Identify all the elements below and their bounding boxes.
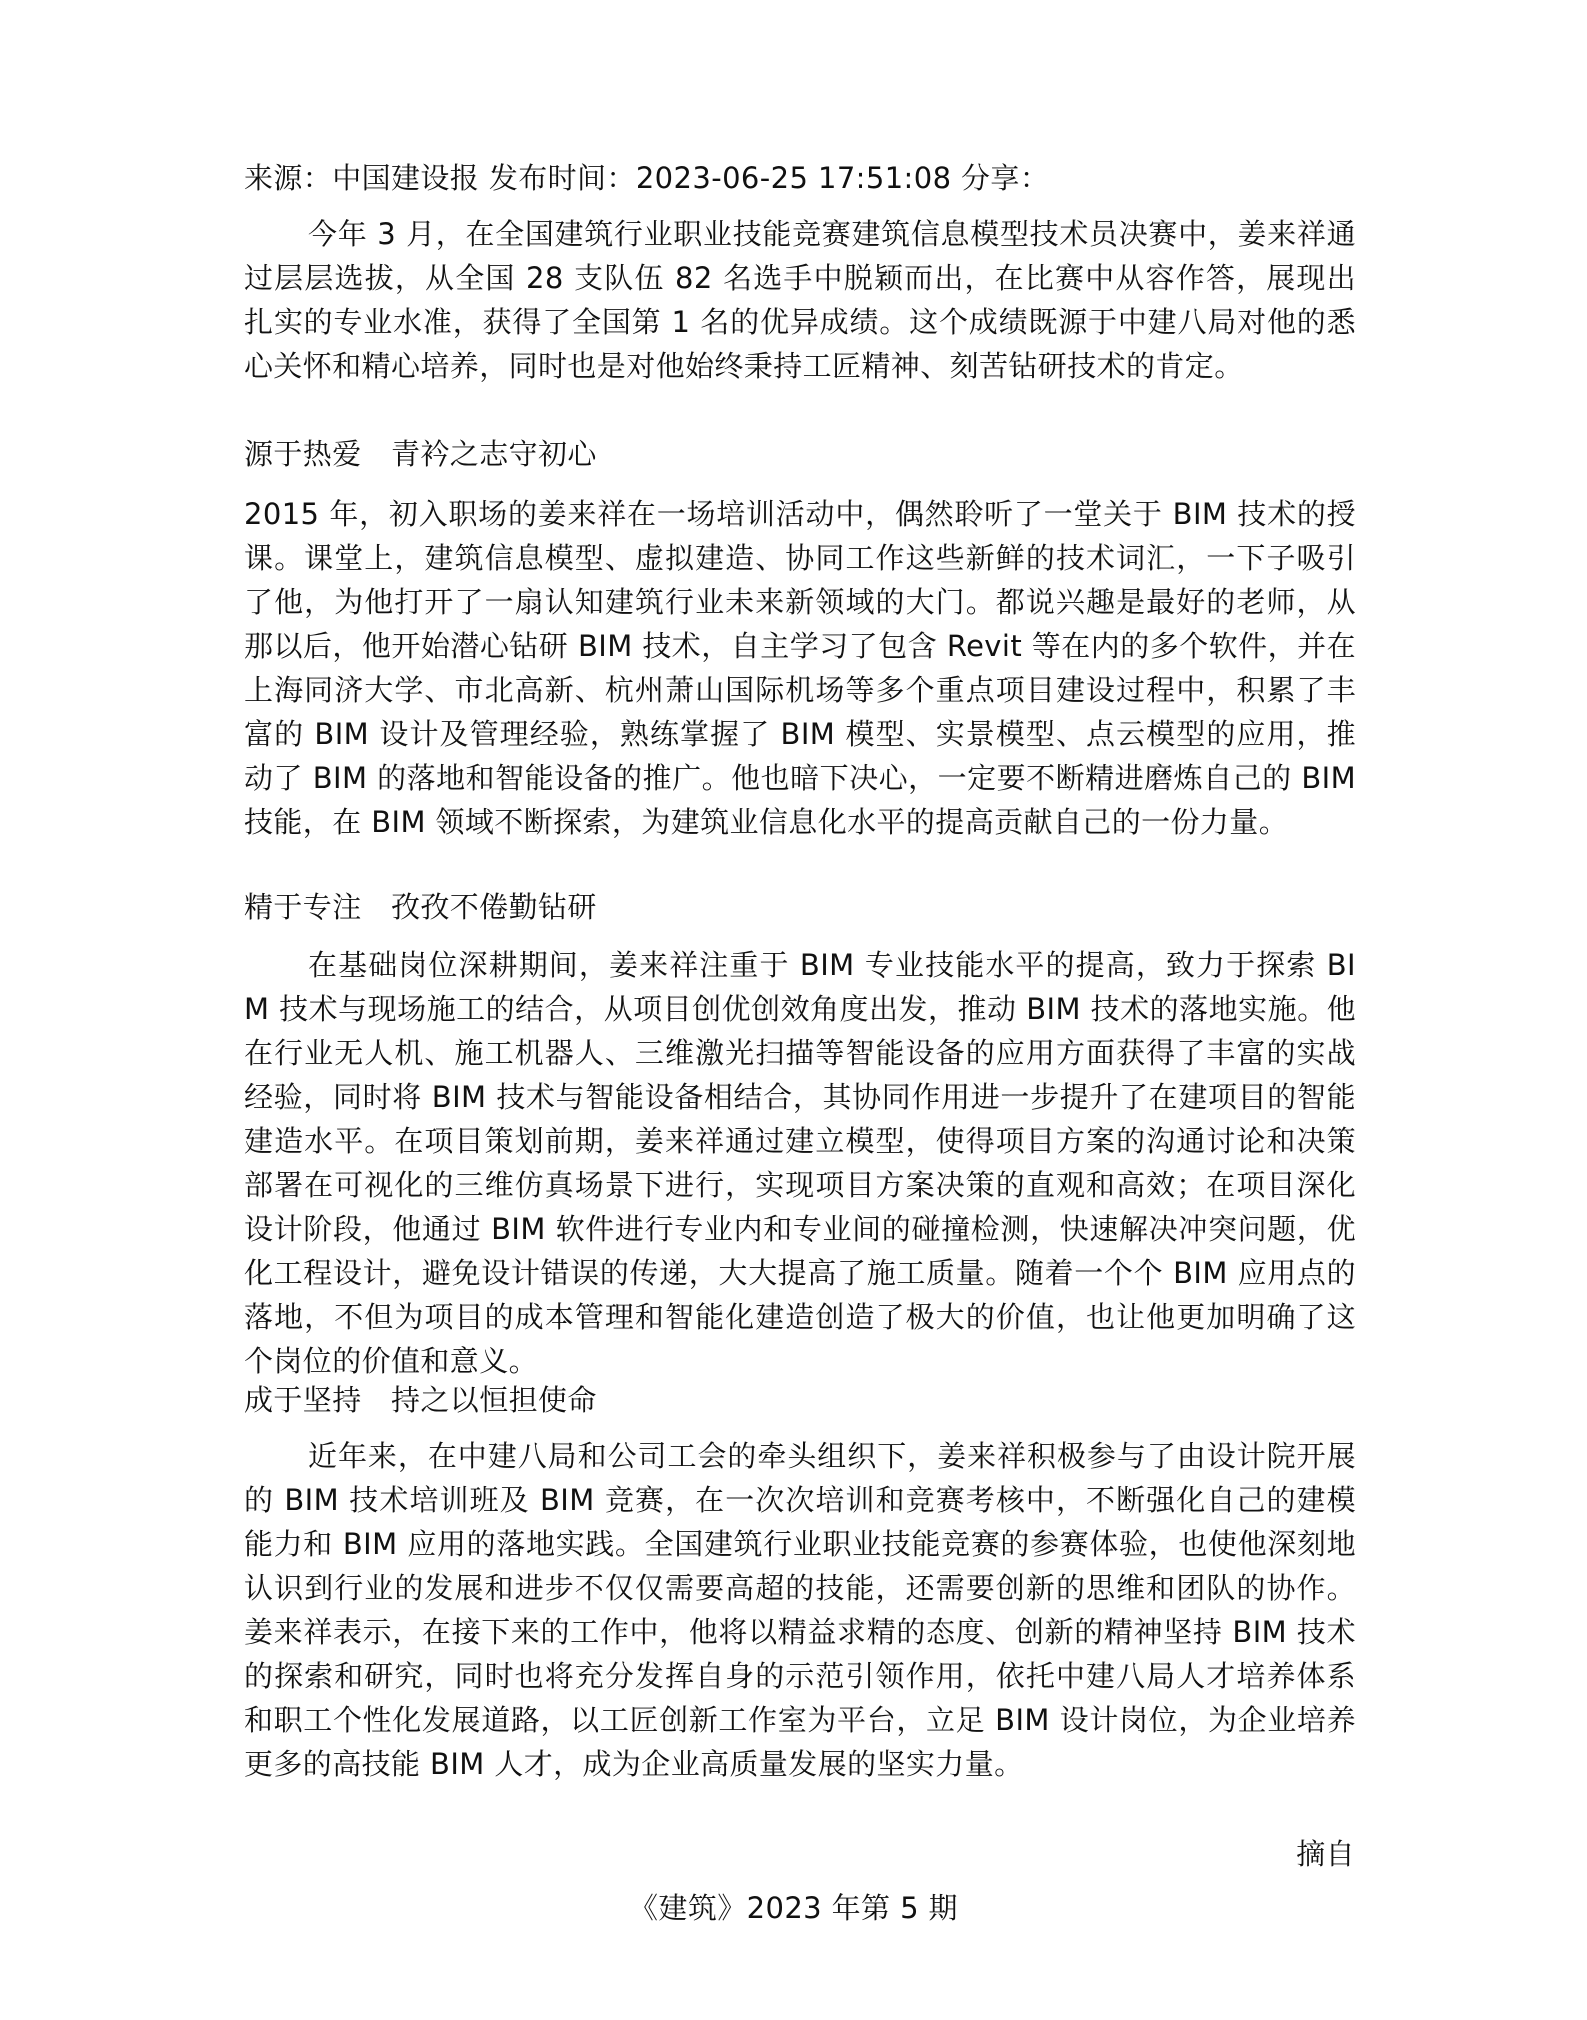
intro-paragraph: 今年 3 月，在全国建筑行业职业技能竞赛建筑信息模型技术员决赛中，姜来祥通过层层选拔，从全国 28 支队伍 82 名选手中脱颖而出，在比赛中从容作答，展现出扎实的专业水准，获得了全国第 1 名的优异成绩。这个成绩既源于中建八局对他的悉心关怀和精心培养，同时也是对他始终秉持工匠精神、刻苦钻研技术的肯定。 bbox=[244, 217, 1356, 383]
section-paragraph-focus: 在基础岗位深耕期间，姜来祥注重于 BIM 专业技能水平的提高，致力于探索 BIM 技术与现场施工的结合，从项目创优创效角度出发，推动 BIM 技术的落地实施。他在行业无人机、施工机器人、三维激光扫描等智能设备的应用方面获得了丰富的实战经验，同时将 BIM 技术与智能设备相结合，其协同作用进一步提升了在建项目的智能建造水平。在项目策划前期，姜来祥通过建立模型，使得项目方案的沟通讨论和决策部署在可视化的三维仿真场景下进行，实现项目方案决策的直观和高效；在项目深化设计阶段，他通过 BIM 软件进行专业内和专业间的碰撞检测，快速解决冲突问题，优化工程设计，避免设计错误的传递，大大提高了施工质量。随着一个个 BIM 应用点的落地，不但为项目的成本管理和智能化建造创造了极大的价值，也让他更加明确了这个岗位的价值和意义。 bbox=[244, 948, 1356, 1378]
section-heading-passion: 源于热爱 青衿之志守初心 bbox=[244, 437, 597, 471]
section-heading-persistence: 成于坚持 持之以恒担使命 bbox=[244, 1383, 597, 1417]
excerpt-label: 摘自 bbox=[1296, 1837, 1355, 1871]
section-heading-focus: 精于专注 孜孜不倦勤钻研 bbox=[244, 890, 597, 924]
section-paragraph-passion: 2015 年，初入职场的姜来祥在一场培训活动中，偶然聆听了一堂关于 BIM 技术的授课。课堂上，建筑信息模型、虚拟建造、协同工作这些新鲜的技术词汇，一下子吸引了他，为他打开了一扇认知建筑行业未来新领域的大门。都说兴趣是最好的老师，从那以后，他开始潜心钻研 BIM 技术，自主学习了包含 Revit 等在内的多个软件，并在上海同济大学、市北高新、杭州萧山国际机场等多个重点项目建设过程中，积累了丰富的 BIM 设计及管理经验，熟练掌握了 BIM 模型、实景模型、点云模型的应用，推动了 BIM 的落地和智能设备的推广。他也暗下决心，一定要不断精进磨炼自己的 BIM 技能，在 BIM 领域不断探索，为建筑业信息化水平的提高贡献自己的一份力量。 bbox=[244, 497, 1356, 839]
source-line: 来源：中国建设报 发布时间：2023-06-25 17:51:08 分享： bbox=[244, 161, 1050, 195]
citation-line: 《建筑》2023 年第 5 期 bbox=[629, 1891, 958, 1925]
section-paragraph-persistence: 近年来，在中建八局和公司工会的牵头组织下，姜来祥积极参与了由设计院开展的 BIM 技术培训班及 BIM 竞赛，在一次次培训和竞赛考核中，不断强化自己的建模能力和 BIM 应用的落地实践。全国建筑行业职业技能竞赛的参赛体验，也使他深刻地认识到行业的发展和进步不仅仅需要高超的技能，还需要创新的思维和团队的协作。姜来祥表示，在接下来的工作中，他将以精益求精的态度、创新的精神坚持 BIM 技术的探索和研究，同时也将充分发挥自身的示范引领作用，依托中建八局人才培养体系和职工个性化发展道路，以工匠创新工作室为平台，立足 BIM 设计岗位，为企业培养更多的高技能 BIM 人才，成为企业高质量发展的坚实力量。 bbox=[244, 1439, 1356, 1781]
